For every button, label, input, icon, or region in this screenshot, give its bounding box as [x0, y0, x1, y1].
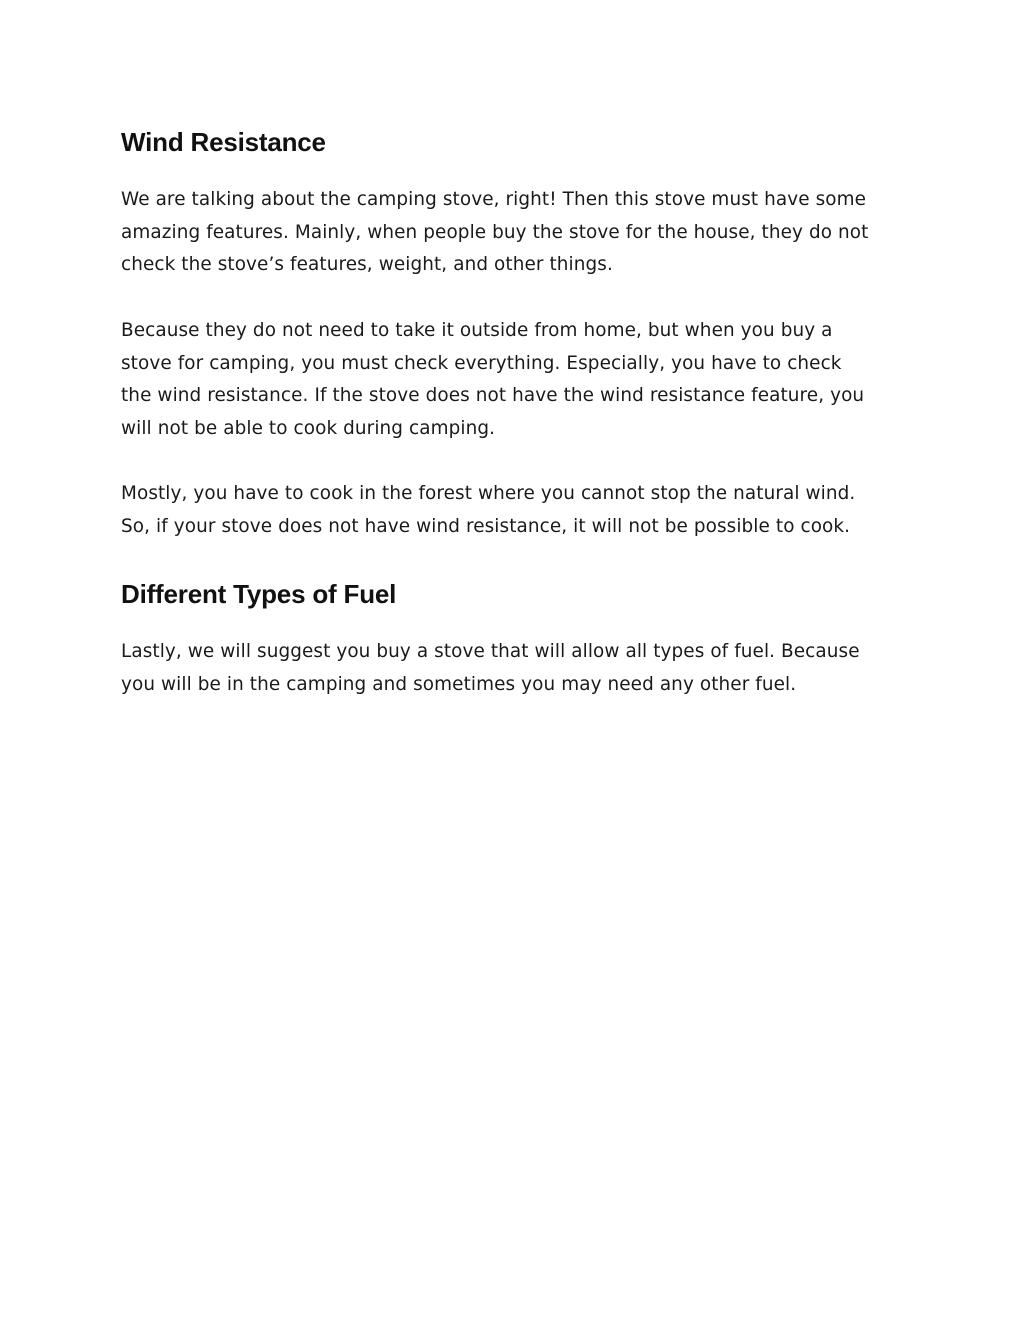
paragraph: We are talking about the camping stove, right! Then this stove must have some amazing features. Mainly, when people buy the stove for the house, they do not check the stove’s features, weight, and other things. [121, 189, 869, 276]
section-heading-fuel-types: Different Types of Fuel [121, 579, 397, 609]
paragraph: Mostly, you have to cook in the forest where you cannot stop the natural wind. So, if your stove does not have wind resistance, it will not be possible to cook. [121, 483, 856, 537]
section-heading-wind-resistance: Wind Resistance [121, 127, 326, 157]
paragraph: Lastly, we will suggest you buy a stove that will allow all types of fuel. Because you will be in the camping and sometimes you may need any other fuel. [121, 641, 860, 695]
paragraph: Because they do not need to take it outside from home, but when you buy a stove for camping, you must check everything. Especially, you have to check the wind resistance. If the stove does not have the wind resistance feature, you will not be able to cook during camping. [121, 320, 865, 439]
